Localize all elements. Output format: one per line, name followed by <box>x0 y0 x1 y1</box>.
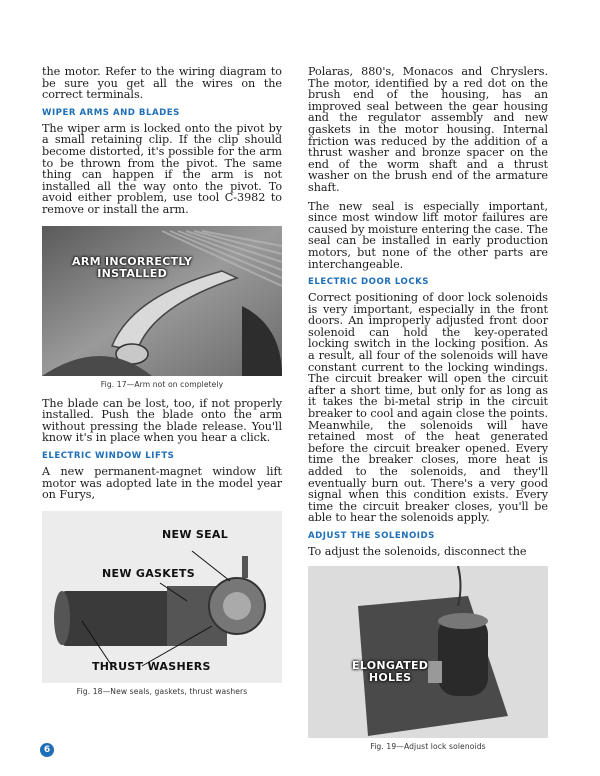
polaras-paragraph: Polaras, 880's, Monacos and Chryslers. The motor, identified by a red dot on the brush end of the housing, has an improved seal between the gear housing and the regulator assembly and new gaskets in the motor housing. Internal friction was reduced by the addition of a thrust washer and bronze spacer on the end of the worm shaft and a thrust washer on the brush end of the armature shaft. <box>308 65 548 194</box>
heading-adjust-solenoids: ADJUST THE SOLENOIDS <box>308 530 435 541</box>
door-locks-paragraph: Correct positioning of door lock solenoids is very important, especially in the front doors. An improperly adjusted front door solenoid can hold the key-operated locking switch in the locking position. As a result, all four of the solenoids will have constant current to the locking windings. The circuit breaker will open the circuit after a short time, but only for as long as it takes the bi-metal strip in the circuit breaker to cool and again close the points. Meanwhile, the solenoids will have retained most of the heat generated before the circuit breaker opened. Every time the breaker closes, more heat is added to the solenoids, and they'll eventually burn out. There's a very good signal when this condition exists. Every time the circuit breaker closes, you'll be able to hear the solenoids apply. <box>308 291 548 525</box>
wiper-paragraph: The wiper arm is locked onto the pivot by a small retaining clip. If the clip should become distorted, it's possible for the arm to be thrown from the pivot. The same thing can happen if the arm is not installed all the way onto the pivot. To avoid either problem, use tool C-3982 to remove or install the arm. <box>42 121 282 216</box>
callout-new-gaskets: NEW GASKETS <box>102 566 195 580</box>
page-number: 6 <box>40 743 54 757</box>
heading-window-lifts: ELECTRIC WINDOW LIFTS <box>42 450 175 461</box>
solenoid-illustration <box>308 566 548 738</box>
arm-photo-illustration <box>42 226 282 376</box>
figure-18-caption: Fig. 18—New seals, gaskets, thrust washers <box>76 686 248 696</box>
callout-arm-incorrectly: ARM INCORRECTLY INSTALLED <box>72 254 193 280</box>
heading-door-locks: ELECTRIC DOOR LOCKS <box>308 277 429 288</box>
figure-19-caption: Fig. 19—Adjust lock solenoids <box>370 741 486 751</box>
heading-wiper-arms: WIPER ARMS AND BLADES <box>42 107 180 118</box>
seal-paragraph: The new seal is especially important, since most window lift motor failures are caused by moisture entering the case. The seal can be installed in early production motors, but none of the other parts are interchangeable. <box>308 199 548 271</box>
left-column <box>42 66 282 696</box>
figure-18-photo <box>42 511 282 683</box>
figure-19-photo <box>308 566 548 738</box>
window-paragraph: A new permanent-magnet window lift motor was adopted late in the model year on Furys, <box>42 464 282 502</box>
blade-paragraph: The blade can be lost, too, if not properly installed. Push the blade onto the arm without pressing the blade release. You'll know it's in place when you hear a click. <box>42 396 282 445</box>
figure-17-caption: Fig. 17—Arm not on completely <box>100 379 224 389</box>
figure-17-photo <box>42 226 282 376</box>
callout-elongated-holes: ELONGATED HOLES <box>352 658 429 684</box>
callout-thrust-washers: THRUST WASHERS <box>92 659 211 673</box>
intro-paragraph: the motor. Refer to the wiring diagram to be sure you get all the wires on the correct terminals. <box>42 65 282 102</box>
right-column <box>308 66 548 751</box>
callout-new-seal: NEW SEAL <box>162 527 229 541</box>
adjust-paragraph: To adjust the solenoids, disconnect the <box>308 544 527 558</box>
